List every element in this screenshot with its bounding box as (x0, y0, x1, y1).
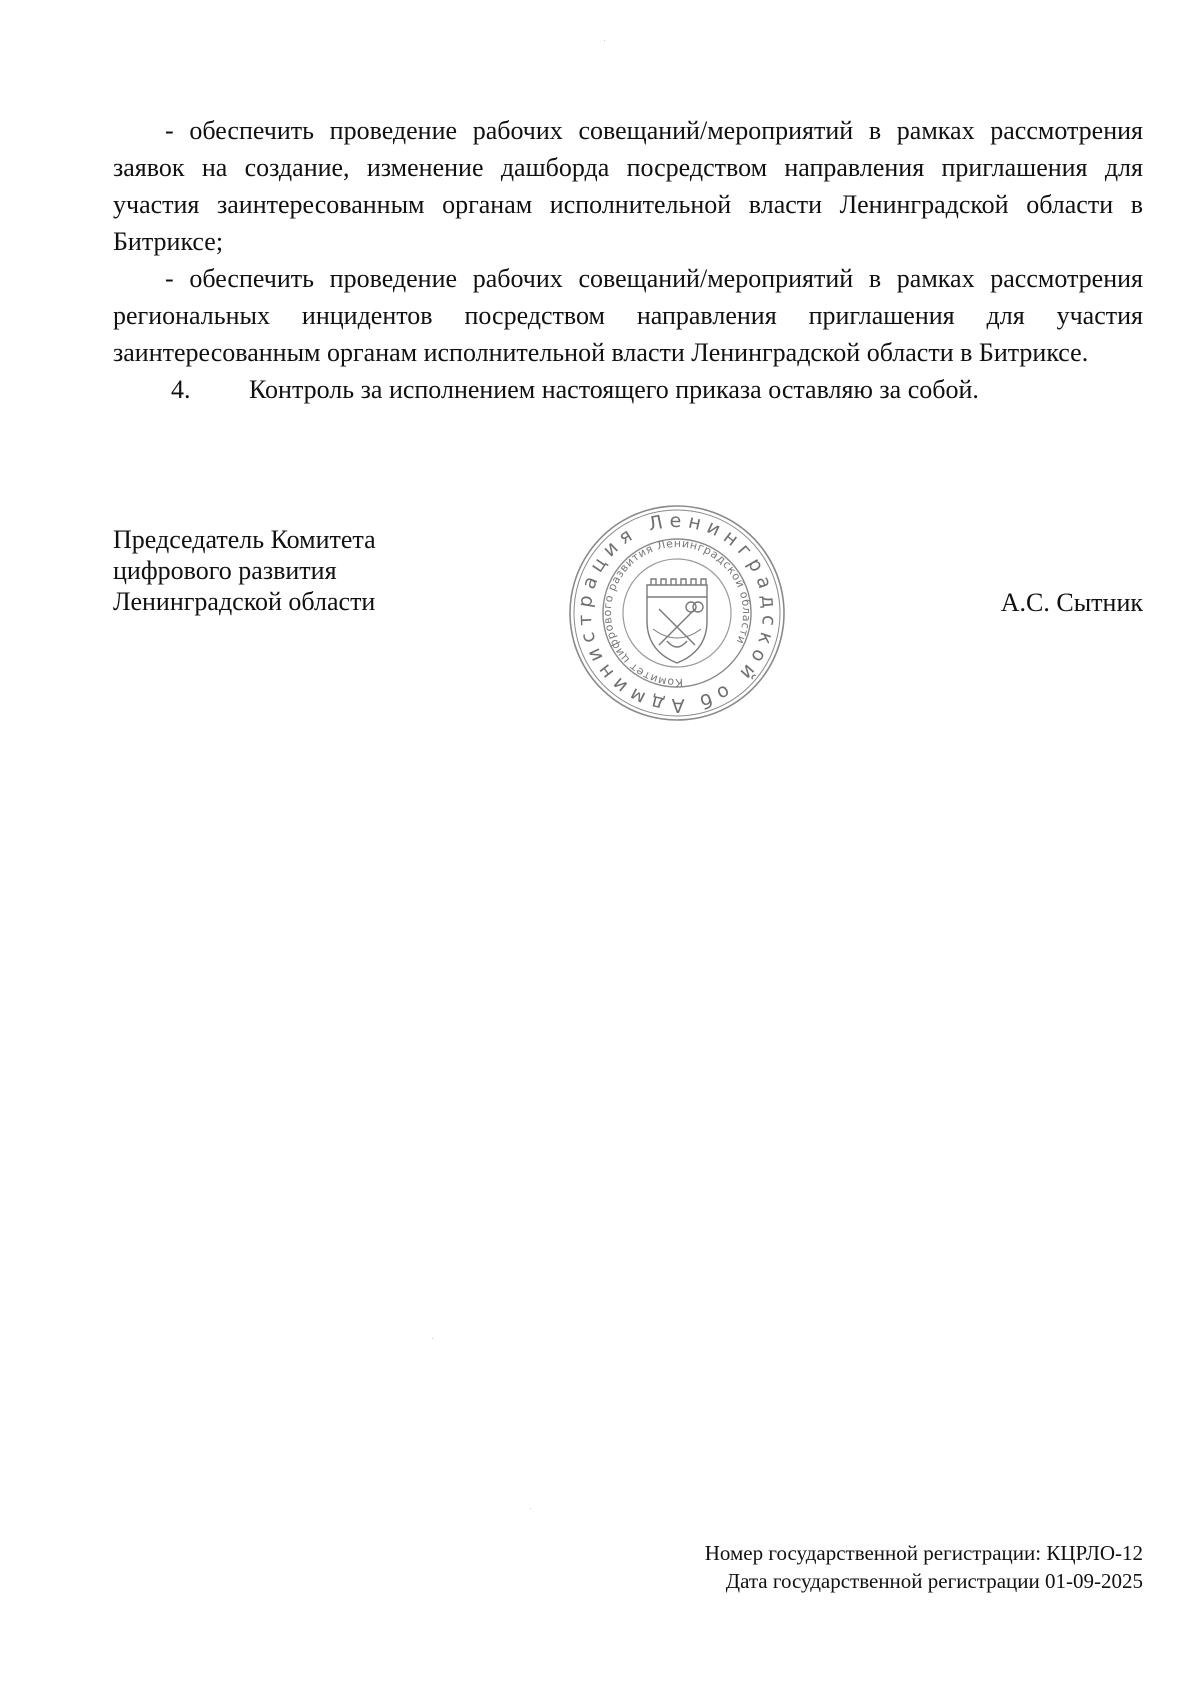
item-text: Контроль за исполнением настоящего приказа оставляю за собой. (249, 375, 979, 404)
official-seal-stamp (567, 503, 787, 723)
registration-date: Дата государственной регистрации 01-09-2025 (725, 1569, 1143, 1593)
stamp-inner-text: Комитет цифрового развития Ленинградской области (600, 536, 754, 690)
coat-of-arms-icon (647, 579, 707, 663)
signer-title-line-1: Председатель Комитета (113, 525, 376, 554)
signer-title-line-2: цифрового развития (113, 556, 337, 585)
scan-speck (530, 1508, 531, 1509)
signer-name: А.С. Сытник (1000, 588, 1143, 617)
bullet-paragraph-2: - обеспечить проведение рабочих совещаний/мероприятий в рамках рассмотрения региональных инцидентов посредством направления приглашения для участия заинтересованным органам исполнительной власти Ленинградской области в Битриксе. (113, 264, 1143, 367)
numbered-item-4 (113, 371, 1143, 408)
scan-speck (604, 40, 605, 41)
registration-footer (705, 1539, 1143, 1595)
scan-speck (432, 1338, 433, 1339)
bullet-paragraph-1: - обеспечить проведение рабочих совещаний/мероприятий в рамках рассмотрения заявок на создание, изменение дашборда посредством направления приглашения для участия заинтересованным органам исполнительной власти Ленинградской области в Битриксе; (113, 116, 1143, 256)
stamp-outer-text: Администрация Ленинградской области (573, 509, 781, 717)
registration-number: Номер государственной регистрации: КЦРЛО-12 (704, 1541, 1143, 1565)
signer-title (113, 524, 376, 617)
item-number: 4. (171, 375, 191, 404)
document-body (113, 112, 1143, 408)
signer-title-line-3: Ленинградской области (113, 587, 376, 616)
svg-text:Администрация Ленинградской об (567, 503, 787, 723)
